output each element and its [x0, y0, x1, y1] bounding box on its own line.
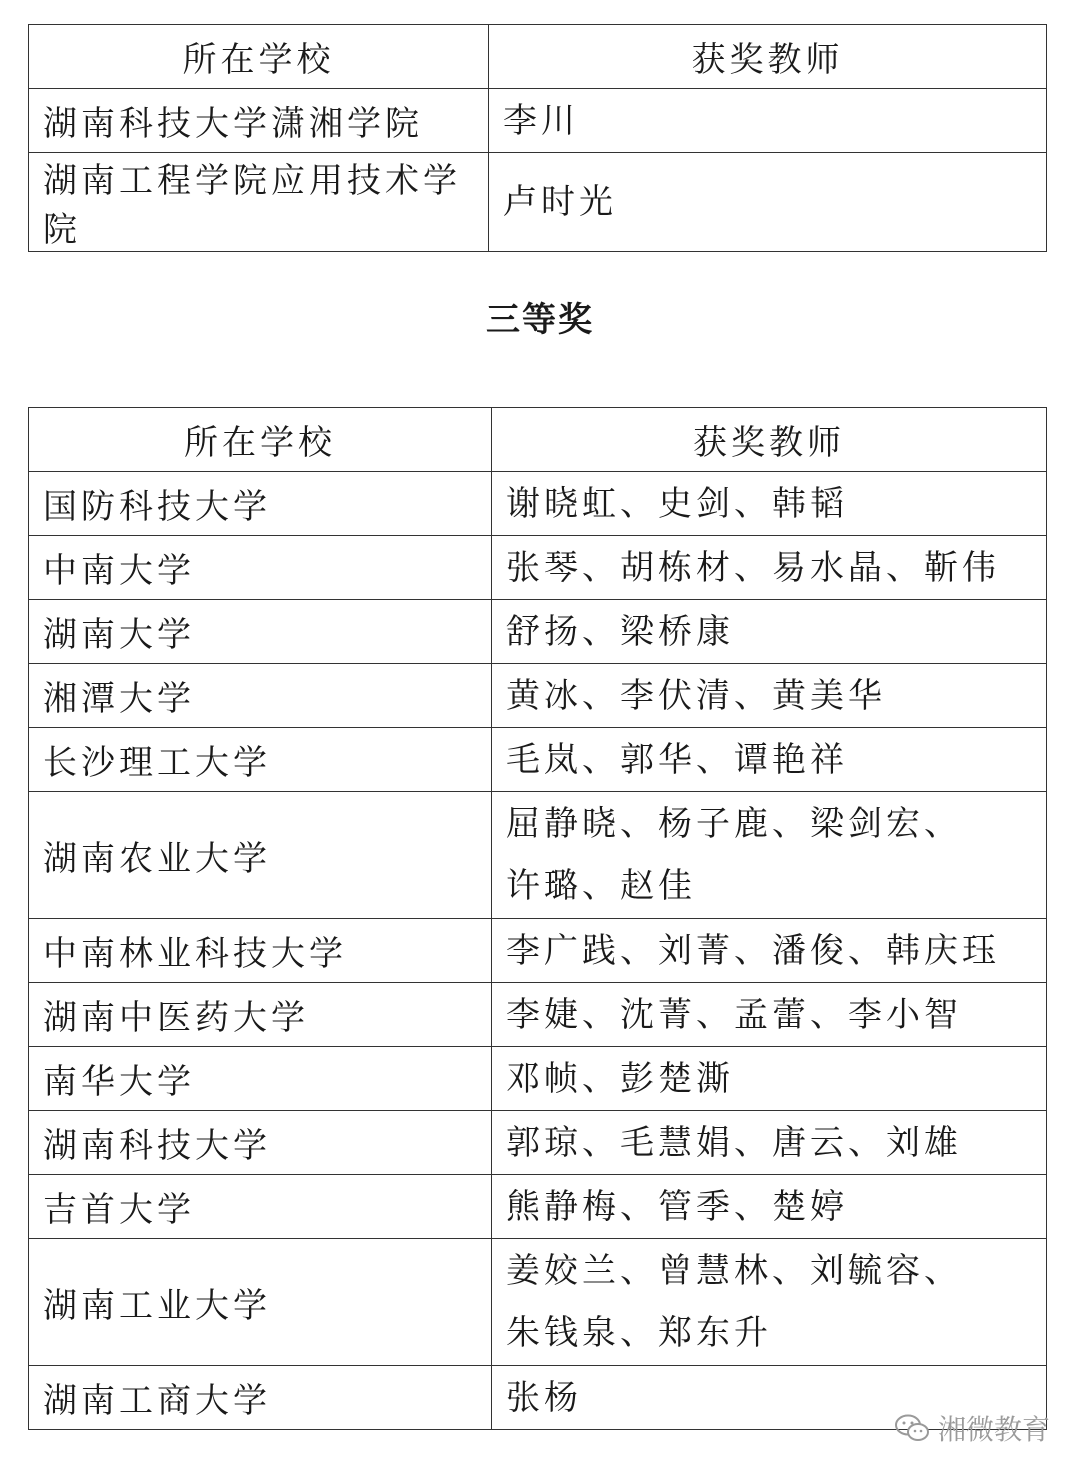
- header-school: 所在学校: [29, 408, 492, 472]
- teachers-cell: [492, 983, 1047, 1047]
- table-row: [29, 728, 1047, 792]
- teacher-line: 李广践、刘菁、潘俊、韩庆珏: [506, 930, 1000, 971]
- teacher-line: 李婕、沈菁、孟蕾、李小智: [506, 994, 962, 1035]
- table-header-row: [29, 408, 1047, 472]
- teacher-line: 舒扬、梁桥康: [506, 611, 734, 652]
- teacher-line: 许璐、赵佳: [506, 866, 696, 906]
- watermark: [894, 1408, 1050, 1448]
- teacher-line: 毛岚、郭华、谭艳祥: [506, 739, 848, 780]
- teacher-line: 郭琼、毛慧娟、唐云、刘雄: [506, 1122, 962, 1163]
- teacher-line: 张杨: [506, 1377, 582, 1418]
- teachers-cell: [489, 153, 1047, 252]
- teachers-cell: [492, 1047, 1047, 1111]
- teacher-line: 谢晓虹、史剑、韩韬: [506, 483, 848, 524]
- teachers-cell: [492, 728, 1047, 792]
- school-cell: 长沙理工大学: [29, 728, 492, 792]
- top-award-table: [28, 24, 1047, 252]
- school-cell: 湖南工程学院应用技术学院: [29, 153, 489, 252]
- table-row: [29, 153, 1047, 252]
- school-cell: 中南林业科技大学: [29, 919, 492, 983]
- school-cell: 吉首大学: [29, 1175, 492, 1239]
- teachers-cell: [492, 472, 1047, 536]
- watermark-text: 湘微教育: [937, 1413, 1050, 1446]
- header-school: 所在学校: [29, 25, 489, 89]
- header-teachers: 获奖教师: [492, 408, 1047, 472]
- teacher-line: 卢时光: [503, 182, 617, 222]
- table-row: [29, 536, 1047, 600]
- teachers-cell: [489, 89, 1047, 153]
- teacher-line: 李川: [503, 100, 579, 141]
- teacher-line: 屈静晓、杨子鹿、梁剑宏、: [506, 804, 962, 844]
- school-cell: 中南大学: [29, 536, 492, 600]
- teachers-cell: [492, 1239, 1047, 1366]
- teachers-cell: [492, 600, 1047, 664]
- teacher-line: 邓帧、彭楚澌: [506, 1058, 734, 1099]
- wechat-icon: [894, 1413, 930, 1443]
- table-row: [29, 664, 1047, 728]
- table-row: [29, 1047, 1047, 1111]
- teachers-cell: [492, 664, 1047, 728]
- teachers-cell: [492, 919, 1047, 983]
- school-cell: 南华大学: [29, 1047, 492, 1111]
- school-cell: 国防科技大学: [29, 472, 492, 536]
- school-cell: 湖南工商大学: [29, 1366, 492, 1430]
- table-row: [29, 919, 1047, 983]
- school-cell: 湖南科技大学潇湘学院: [29, 89, 489, 153]
- section-title: 三等奖: [486, 300, 594, 340]
- header-teachers: 获奖教师: [489, 25, 1047, 89]
- teachers-cell: [492, 1111, 1047, 1175]
- table-row: [29, 89, 1047, 153]
- school-cell: 湖南中医药大学: [29, 983, 492, 1047]
- school-cell: 湘潭大学: [29, 664, 492, 728]
- table-row: [29, 1111, 1047, 1175]
- table-row: [29, 983, 1047, 1047]
- table-row: [29, 600, 1047, 664]
- teachers-cell: [492, 536, 1047, 600]
- school-cell: 湖南大学: [29, 600, 492, 664]
- teacher-line: 黄冰、李伏清、黄美华: [506, 675, 886, 716]
- third-prize-table: [28, 407, 1047, 1430]
- table-row: [29, 1175, 1047, 1239]
- teachers-cell: [492, 1175, 1047, 1239]
- table-row: [29, 472, 1047, 536]
- teacher-line: 姜姣兰、曾慧林、刘毓容、: [506, 1251, 962, 1291]
- school-cell: 湖南农业大学: [29, 792, 492, 919]
- teacher-line: 朱钱泉、郑东升: [506, 1313, 772, 1353]
- teachers-cell: [492, 792, 1047, 919]
- table-header-row: [29, 25, 1047, 89]
- school-cell: 湖南工业大学: [29, 1239, 492, 1366]
- teacher-line: 熊静梅、管季、楚婷: [506, 1186, 848, 1227]
- teacher-line: 张琴、胡栋材、易水晶、靳伟: [506, 547, 1000, 588]
- table-row: [29, 1239, 1047, 1366]
- school-cell: 湖南科技大学: [29, 1111, 492, 1175]
- table-row: [29, 792, 1047, 919]
